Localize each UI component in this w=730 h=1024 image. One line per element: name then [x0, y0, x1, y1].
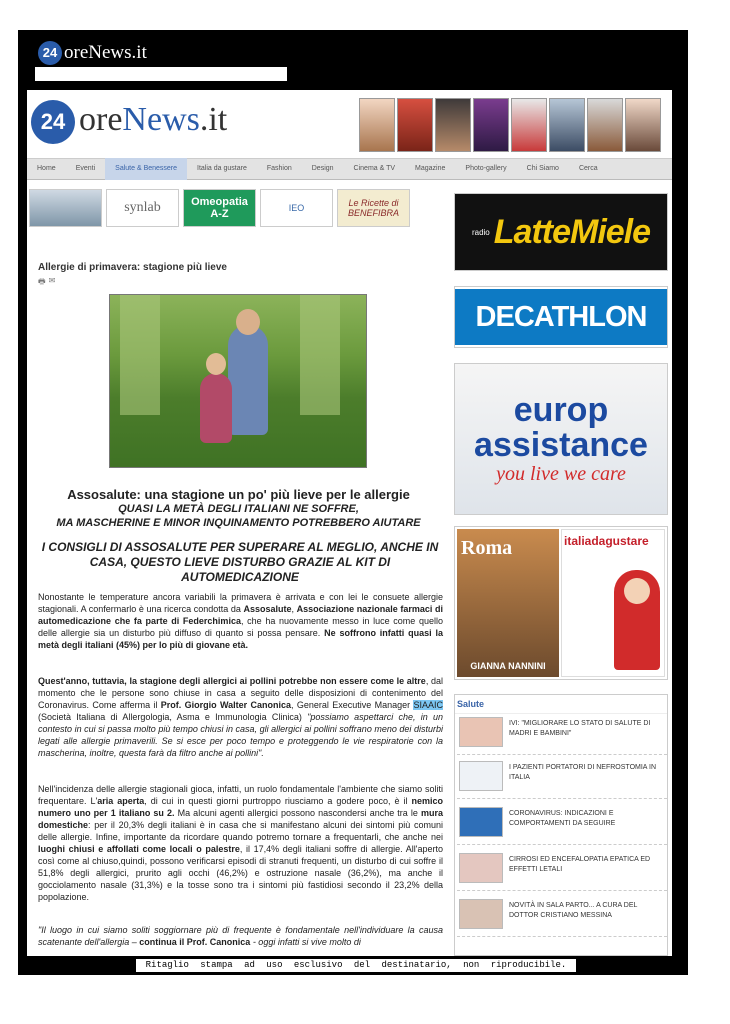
magazine-cover[interactable]	[587, 98, 623, 152]
santa-face	[624, 578, 650, 604]
magazine-italia-da-gustare[interactable]	[561, 529, 665, 677]
logo-news: News	[122, 100, 200, 138]
news-item[interactable]	[457, 715, 667, 755]
text-run: continua il Prof. Canonica	[139, 937, 251, 947]
text-run: ,	[291, 604, 297, 614]
news-thumbnail	[459, 899, 503, 929]
nav-chi-siamo[interactable]: Chi Siamo	[526, 165, 559, 172]
text-run: Ma alcuni agenti allergici possono nascondersi anche tra le	[174, 808, 421, 818]
news-thumbnail	[459, 717, 503, 747]
nav-italia-da-gustare[interactable]: Italia da gustare	[197, 165, 247, 172]
article-paragraph-4	[38, 924, 443, 948]
text-run: Associazione nazionale farmaci di automedicazione che fa parte di Federchimica	[38, 604, 443, 626]
article-paragraph-3	[38, 783, 443, 903]
clipping-notice: Ritaglio stampa ad uso esclusivo del destinatario, non riproducibile.	[136, 959, 576, 972]
text-run: : per il 20,3% degli italiani è in casa che si manifestano alcuni dei sintomi più comuni delle allergie. Infine, importante da ricordare quando potremo tornare a frequentarli, che anche nei	[38, 820, 443, 842]
text-run: Nonostante le temperature ancora variabili la primavera è arrivata e con lei le consuete allergie stagionali. A confermarlo è una ricerca condotta da	[38, 592, 443, 614]
nav-salute-benessere[interactable]: Salute & Benessere	[105, 158, 187, 180]
article-paragraph-2	[38, 675, 443, 759]
magazine-cover[interactable]	[511, 98, 547, 152]
text-run: , dal momento che le persone sono chiuse in casa a seguito delle disposizioni di contenimento del Coronavirus. Come afferma il	[38, 676, 443, 710]
article-paragraph-1	[38, 591, 443, 651]
site-header	[27, 90, 672, 158]
text-run: , General Executive Manager	[291, 700, 414, 710]
text-run: mura domestiche	[38, 808, 443, 830]
text-run: aria aperta	[97, 796, 145, 806]
text-run: , il 17,4% degli italiani soffre di allergie. All'aperto così come al chiuso,quindi, possono verificarsi episodi di stranuti frequenti, un disturbo di cui soffre il 51,8% degli allergici, prurito agli occhi (46,2%) e ostruzione nasale (36,2%), ma anche il gocciolamento nasale (31,3%) e la tosse sono tra i sintomi più fastidiosi secondo il 23,2% della popolazione.	[38, 844, 444, 902]
site-logo[interactable]	[31, 100, 227, 144]
logo-ore: ore	[79, 100, 123, 138]
magazine-cover[interactable]	[625, 98, 661, 152]
highlighted-text: SIAAIC	[413, 700, 443, 710]
nav-fashion[interactable]: Fashion	[266, 165, 292, 172]
print-icon[interactable]: 🖶	[38, 277, 46, 286]
logo-number: 24	[38, 41, 62, 65]
text-run: Ne soffrono infatti quasi la metà degli italiani (45%) per lo più di giovane età.	[38, 628, 443, 650]
sponsor-ieo[interactable]: IEO	[260, 189, 333, 227]
magazine-italia-title: italiadagustare	[564, 534, 649, 548]
quote-text: - oggi infatti si vive molto di	[250, 937, 361, 947]
magazine-cover[interactable]	[435, 98, 471, 152]
ad-europ-assistance[interactable]	[454, 363, 668, 515]
sponsor-row	[29, 189, 410, 227]
article-tools	[38, 276, 55, 290]
logo-number: 24	[31, 100, 75, 144]
email-icon[interactable]: ✉	[48, 276, 56, 285]
top-logo	[38, 41, 147, 65]
news-box-heading: Salute	[455, 695, 667, 714]
nav-cerca[interactable]: Cerca	[578, 165, 598, 172]
sponsor-omeopatia[interactable]: Omeopatia A-Z	[183, 189, 256, 227]
news-item[interactable]	[457, 851, 667, 891]
article-subheadline-2: MA MASCHERINE E MINOR INQUINAMENTO POTREBBERO AIUTARE	[56, 517, 421, 529]
text-run: (Società Italiana di Allergologia, Asma e Immunologia Clinica)	[38, 712, 308, 722]
news-item[interactable]	[457, 897, 667, 937]
news-item-title: NOVITÀ IN SALA PARTO... A CURA DEL DOTTOR CRISTIANO MESSINA	[509, 902, 638, 919]
news-item-title: I PAZIENTI PORTATORI DI NEFROSTOMIA IN ITALIA	[509, 764, 657, 781]
magazine-cover[interactable]	[359, 98, 395, 152]
text-run: Quest'anno, tuttavia, la stagione degli allergici ai pollini potrebbe non essere come le altre	[38, 676, 426, 686]
nav-magazine[interactable]: Magazine	[415, 165, 446, 172]
magazine-cover[interactable]	[549, 98, 585, 152]
ad-europ-line-2: assistance	[474, 425, 648, 464]
nav-photo-gallery[interactable]: Photo-gallery	[465, 165, 507, 172]
article-headline: Assosalute: una stagione un po' più lieve per le allergie	[67, 487, 410, 502]
nav-home[interactable]: Home	[37, 165, 56, 172]
magazine-roma[interactable]	[457, 529, 559, 677]
news-item[interactable]	[457, 805, 667, 845]
top-white-bar	[35, 67, 287, 81]
nav-design[interactable]: Design	[311, 165, 334, 172]
text-run: Assosalute	[243, 604, 292, 614]
magazine-promo	[454, 526, 668, 680]
sponsor-banner[interactable]	[29, 189, 102, 227]
ad-europ-line-1: europ	[513, 390, 609, 429]
quote-text: "possiamo aspettarci che, in un contesto in cui si passa molto più tempo chiusi in casa, gli allergici ai pollini soffrano meno dei disturbi legati alle allergie primaverili. Se si esce per poco tempo e proteggendo le vie respiratorie con la mascherina, inoltre, questa farà da filtro anche ai pollini".	[38, 712, 443, 758]
text-run: luoghi chiusi e affollati come locali o palestre	[38, 844, 240, 854]
logo-news: News.it	[88, 42, 147, 64]
web-page	[27, 90, 672, 956]
ad-decathlon-logo: DECATHLON	[455, 289, 667, 345]
text-run: Nell'incidenza delle allergie stagionali gioca, infatti, un ruolo fondamentale l'ambiente che siamo soliti frequentare. L'	[38, 784, 443, 806]
ad-decathlon[interactable]	[454, 286, 668, 348]
photo-girl-head	[206, 353, 226, 375]
ad-europ-slogan: you live we care	[496, 462, 626, 485]
photo-girl	[200, 373, 232, 443]
text-run: nemico numero uno per 1 italiano su 2.	[38, 796, 443, 818]
quote-text: "Il luogo in cui siamo soliti soggiornare più di frequente è fondamentale nell'individuare la causa scatenante dell'allergia –	[38, 925, 443, 947]
article-kicker: I CONSIGLI DI ASSOSALUTE PER SUPERARE AL MEGLIO, ANCHE IN CASA, QUESTO LIEVE DISTURBO GRAZIE AL KIT DI AUTOMEDICAZIONE	[41, 540, 439, 584]
news-item-title: CIRROSI ED ENCEFALOPATIA EPATICA ED EFFETTI LETALI	[509, 856, 651, 873]
article-subheadline-1: QUASI LA METÀ DEGLI ITALIANI NE SOFFRE,	[118, 503, 359, 515]
article-title: Allergie di primavera: stagione più lieve	[38, 262, 227, 273]
news-item[interactable]	[457, 759, 667, 799]
text-run: Prof. Giorgio Walter Canonica	[160, 700, 292, 710]
news-item-title: CORONAVIRUS: INDICAZIONI E COMPORTAMENTI DA SEGUIRE	[509, 810, 616, 827]
text-run: , che ha nuovamente messo in luce come quello delle allergie sia un disturbo più diffuso di quanto si possa pensare.	[38, 616, 443, 638]
photo-woman-head	[236, 309, 260, 335]
ad-lattemiele-inner	[455, 194, 667, 270]
tree-shape	[300, 295, 340, 415]
news-item-title: IVI: "MIGLIORARE LO STATO DI SALUTE DI MADRI E BAMBINI"	[509, 720, 651, 737]
magazine-roma-title: Roma	[461, 537, 513, 559]
ad-radio-lattemiele[interactable]	[454, 193, 668, 271]
sponsor-benefibra[interactable]: Le Ricette di BENEFIBRA	[337, 189, 410, 227]
magazine-cover[interactable]	[473, 98, 509, 152]
ad-lattemiele-logo: LatteMiele	[493, 212, 651, 251]
nav-eventi[interactable]: Eventi	[75, 165, 96, 172]
text-run: , di cui in questi giorni purtroppo riusciamo a godere poco, è il	[144, 796, 412, 806]
sponsor-synlab[interactable]: synlab	[106, 189, 179, 227]
logo-tld: .it	[199, 100, 228, 138]
magazine-cover[interactable]	[397, 98, 433, 152]
ad-lattemiele-radio: radio	[471, 227, 490, 237]
salute-news-box	[454, 694, 668, 956]
photo-woman	[228, 325, 268, 435]
nav-cinema-tv[interactable]: Cinema & TV	[353, 165, 396, 172]
news-thumbnail	[459, 807, 503, 837]
news-thumbnail	[459, 761, 503, 791]
tree-shape	[120, 295, 160, 415]
article-photo	[109, 294, 367, 468]
news-thumbnail	[459, 853, 503, 883]
magazine-roma-cover-name: GIANNA NANNINI	[470, 661, 546, 671]
logo-ore: ore	[64, 42, 89, 64]
magazine-covers	[359, 98, 661, 152]
main-nav	[27, 158, 672, 180]
